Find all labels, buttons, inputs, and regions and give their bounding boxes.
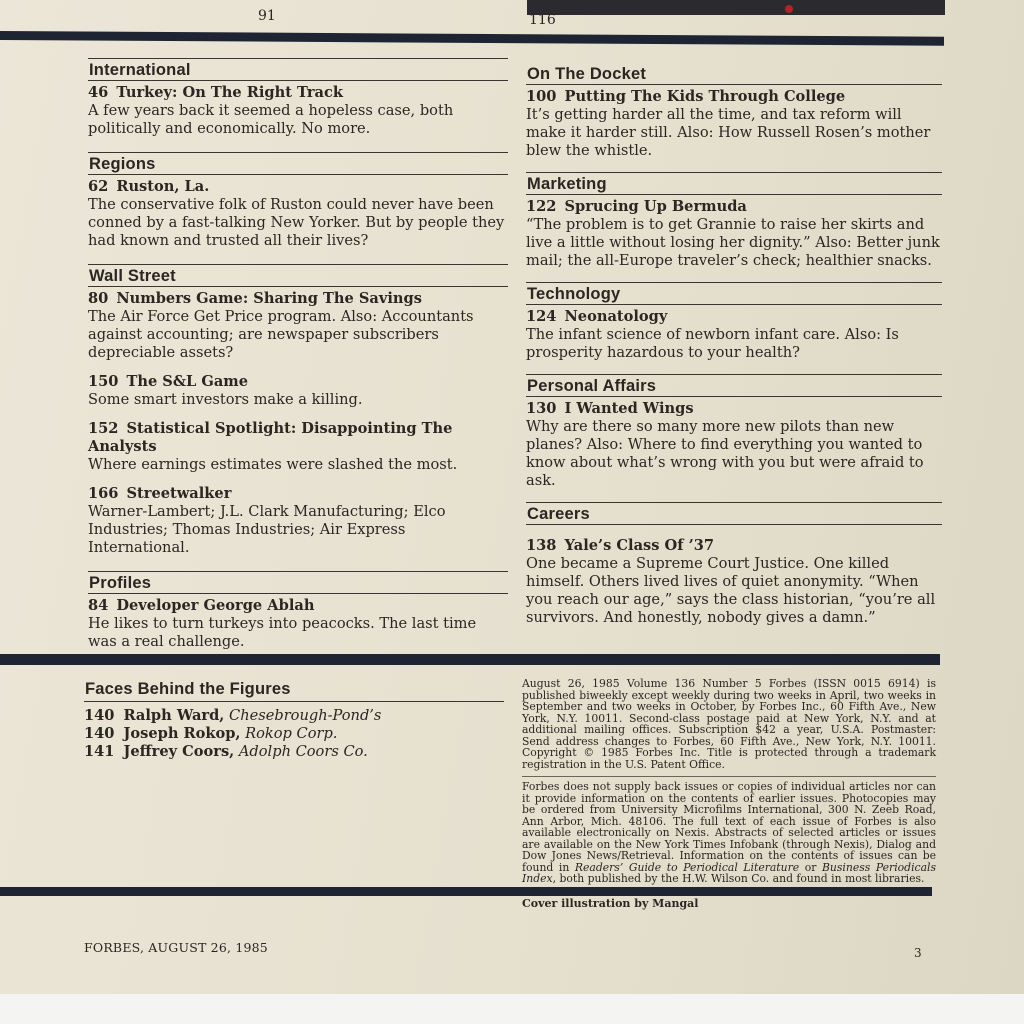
entry-description: The conservative folk of Ruston could never have been conned by a fast-talking New Yorker. But by people they had known and trusted all their lives? — [88, 196, 505, 249]
entry-description: A few years back it seemed a hopeless case, both politically and economically. No more. — [88, 102, 454, 137]
page-number: 62 — [88, 178, 109, 195]
entry-title: Statistical Spotlight: Disappointing The Analysts — [88, 420, 453, 455]
section-heading: Personal Affairs — [527, 377, 657, 395]
page-number: 152 — [88, 420, 119, 437]
toc-entry[interactable] — [88, 597, 508, 651]
entry-description: Some smart investors make a killing. — [88, 391, 363, 408]
section-technology — [526, 283, 942, 362]
section-careers — [526, 503, 942, 627]
cover-credit: Cover illustration by Mangal — [522, 896, 699, 910]
middle-heavy-rule — [0, 654, 940, 665]
entry-title: Turkey: On The Right Track — [116, 84, 343, 101]
toc-entry[interactable] — [526, 537, 942, 627]
faces-row[interactable] — [84, 743, 504, 761]
company-name: Rokop Corp. — [245, 725, 338, 742]
section-marketing — [526, 173, 942, 270]
entry-description: One became a Supreme Court Justice. One killed himself. Others lived lives of quiet anonymity. “When you reach our age,” says the class historian, “you’re all survivors. And honestly, nobody gives a damn.” — [526, 555, 936, 626]
footer-publication-date: FORBES, AUGUST 26, 1985 — [84, 940, 268, 955]
entry-title: Yale’s Class Of ’37 — [564, 537, 715, 554]
section-profiles — [88, 572, 508, 651]
entry-title: The S&L Game — [126, 373, 249, 390]
page-number: 166 — [88, 485, 119, 502]
entry-description: He likes to turn turkeys into peacocks. The last time was a real challenge. — [88, 615, 477, 650]
section-heading: Regions — [89, 155, 156, 173]
entry-title: I Wanted Wings — [564, 400, 694, 417]
toc-entry[interactable] — [526, 88, 942, 160]
back-issues-info: Forbes does not supply back issues or copies of individual articles nor can it provide information on the contents of earlier issues. Photocopies may be ordered from University Microfilms International, 300 N. Zeeb Road, Ann Arbor, Mich. 48106. The full text of each issue of Forbes is also available electronically on Nexis. Abstracts of selected articles or issues are available on the New York Times Infobank (through Nexis), Dialog and Dow Jones News/Retrieval. Information on the contents of issues can be found in Readers’ Guide to Periodical Literature or Business Periodicals Index, both published by the H.W. Wilson Co. and found in most libraries. — [522, 780, 936, 885]
entry-title: Streetwalker — [126, 485, 232, 502]
entry-title: Sprucing Up Bermuda — [564, 198, 747, 215]
footer-page-number: 3 — [914, 946, 922, 960]
section-heading: Wall Street — [89, 267, 176, 285]
right-column — [526, 63, 942, 627]
section-personal-affairs — [526, 375, 942, 490]
faces-behind-figures — [84, 678, 504, 761]
toc-entry[interactable] — [526, 308, 942, 362]
entry-description: The infant science of newborn infant care. Also: Is prosperity hazardous to your health? — [526, 326, 899, 361]
page-number: 140 — [84, 725, 115, 742]
section-heading: On The Docket — [527, 65, 647, 83]
section-heading: Marketing — [527, 175, 607, 193]
section-international — [88, 59, 508, 138]
section-on-the-docket — [526, 63, 942, 160]
page-number: 138 — [526, 537, 557, 554]
masthead-block — [522, 678, 936, 910]
page-number: 140 — [84, 707, 115, 724]
page-number: 150 — [88, 373, 119, 390]
section-heading: International — [89, 61, 191, 79]
section-wall-street — [88, 265, 508, 557]
person-name: Ralph Ward, — [123, 707, 225, 724]
page-number: 124 — [526, 308, 557, 325]
cover-image-strip — [527, 0, 945, 15]
section-heading: Careers — [527, 505, 590, 523]
left-column — [88, 58, 508, 651]
entry-title: Numbers Game: Sharing The Savings — [116, 290, 422, 307]
top-page-number-right: 116 — [529, 12, 556, 28]
page-number: 122 — [526, 198, 557, 215]
page-edge-background — [0, 994, 1024, 1024]
faces-row[interactable] — [84, 725, 504, 743]
section-heading: Profiles — [89, 574, 152, 592]
toc-entry[interactable] — [88, 485, 508, 557]
entry-title: Putting The Kids Through College — [564, 88, 846, 105]
entry-description: “The problem is to get Grannie to raise her skirts and live a little without losing her dignity.” Also: Better junk mail; the all-Europe traveler’s check; healthier snacks. — [526, 216, 940, 269]
page-number: 141 — [84, 743, 115, 760]
entry-description: Why are there so many more new pilots than new planes? Also: Where to find everything you wanted to know about what’s wrong with you but were afraid to ask. — [526, 418, 924, 489]
section-regions — [88, 153, 508, 250]
person-name: Joseph Rokop, — [123, 725, 241, 742]
faces-row[interactable] — [84, 707, 504, 725]
entry-title: Developer George Ablah — [116, 597, 315, 614]
entry-description: Where earnings estimates were slashed the most. — [88, 456, 458, 473]
company-name: Chesebrough-Pond’s — [229, 707, 382, 724]
entry-title: Ruston, La. — [116, 178, 210, 195]
section-heading: Faces Behind the Figures — [85, 680, 291, 698]
toc-entry[interactable] — [526, 400, 942, 490]
page-number: 80 — [88, 290, 109, 307]
toc-entry[interactable] — [526, 198, 942, 270]
toc-entry[interactable] — [88, 84, 508, 138]
company-name: Adolph Coors Co. — [238, 743, 368, 760]
page-number: 100 — [526, 88, 557, 105]
top-page-number-left: 91 — [258, 8, 276, 24]
toc-entry[interactable] — [88, 178, 508, 250]
page-number: 84 — [88, 597, 109, 614]
person-name: Jeffrey Coors, — [123, 743, 235, 760]
entry-description: It’s getting harder all the time, and tax reform will make it harder still. Also: How Russell Rosen’s mother blew the whistle. — [526, 106, 931, 159]
entry-title: Neonatology — [564, 308, 668, 325]
toc-entry[interactable] — [88, 420, 508, 474]
entry-description: The Air Force Get Price program. Also: Accountants against accounting; are newspaper subscribers depreciable assets? — [88, 308, 474, 361]
toc-entry[interactable] — [88, 290, 508, 362]
page-number: 130 — [526, 400, 557, 417]
page-number: 46 — [88, 84, 109, 101]
toc-entry[interactable] — [88, 373, 508, 409]
publication-info: August 26, 1985 Volume 136 Number 5 Forbes (ISSN 0015 6914) is published biweekly except weekly during two weeks in April, two weeks in September and two weeks in October, by Forbes Inc., 60 Fifth Ave., New York, N.Y. 10011. Second-class postage paid at New York, N.Y. and at additional mailing offices. Subscription $42 a year, U.S.A. Postmaster: Send address changes to Forbes, 60 Fifth Ave., New York, N.Y. 10011. Copyright © 1985 Forbes Inc. Title is protected through a trademark registration in the U.S. Patent Office. — [522, 677, 936, 771]
section-heading: Technology — [527, 285, 621, 303]
entry-description: Warner-Lambert; J.L. Clark Manufacturing; Elco Industries; Thomas Industries; Air Express International. — [88, 503, 446, 556]
